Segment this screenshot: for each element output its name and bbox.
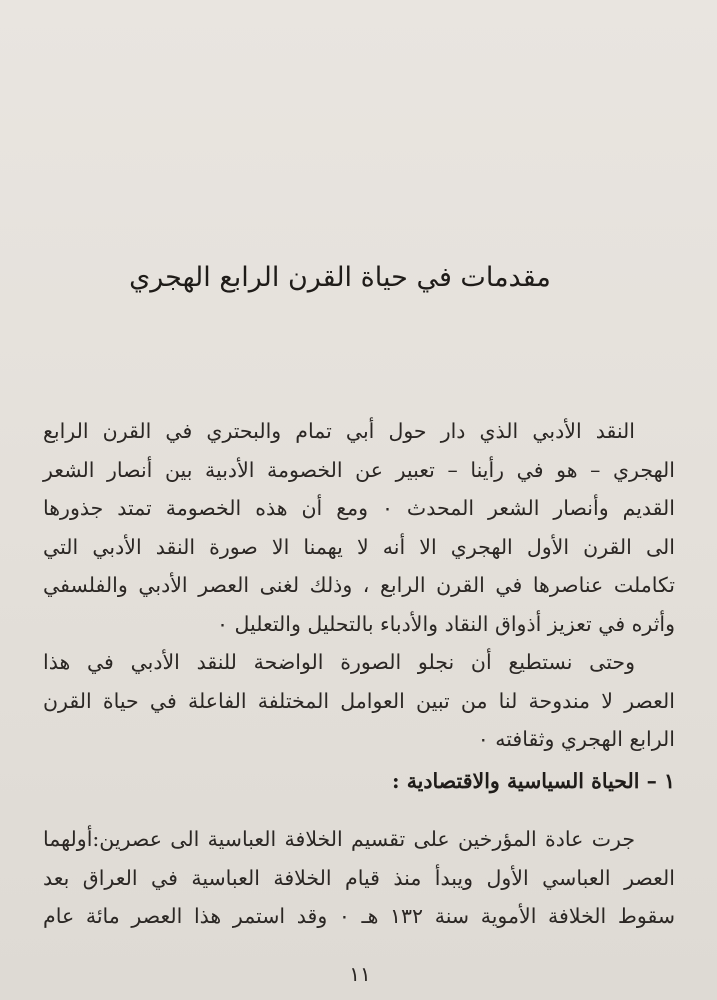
- text-line: الى القرن الأول الهجري الا أنه لا يهمنا الا صورة النقد الأدبي التي: [43, 534, 675, 559]
- section-heading: ١ – الحياة السياسية والاقتصادية :: [391, 769, 675, 793]
- text-line: الهجري – هو في رأينا – تعبير عن الخصومة الأدبية بين أنصار الشعر: [43, 457, 675, 482]
- text-line: وأثره في تعزيز أذواق النقاد والأدباء بالتحليل والتعليل ٠: [216, 611, 675, 636]
- text-line: القديم وأنصار الشعر المحدث ٠ ومع أن هذه الخصومة تمتد جذورها: [43, 496, 675, 520]
- text-line: وحتى نستطيع أن نجلو الصورة الواضحة للنقد الأدبي في هذا: [43, 650, 635, 674]
- paragraph-1: [43, 412, 675, 643]
- text-line: تكاملت عناصرها في القرن الرابع ، وذلك لغنى العصر الأدبي والفلسفي: [43, 573, 675, 597]
- text-line: النقد الأدبي الذي دار حول أبي تمام والبحتري في القرن الرابع: [43, 419, 635, 443]
- text-line: العصر العباسي الأول ويبدأ منذ قيام الخلافة العباسية في العراق بعد: [43, 865, 675, 890]
- text-line: جرت عادة المؤرخين على تقسيم الخلافة العباسية الى عصرين:أولهما: [43, 827, 635, 851]
- paragraph-3: [43, 820, 675, 936]
- text-line: سقوط الخلافة الأموية سنة ١٣٢ هـ ٠ وقد استمر هذا العصر مائة عام: [43, 904, 675, 928]
- page-number: ١١: [349, 962, 371, 986]
- text-line: العصر لا مندوحة لنا من تبين العوامل المختلفة الفاعلة في حياة القرن: [43, 688, 675, 713]
- paragraph-2: [43, 643, 675, 759]
- text-line: الرابع الهجري وثقافته ٠: [477, 727, 675, 751]
- chapter-title: مقدمات في حياة القرن الرابع الهجري: [129, 262, 551, 293]
